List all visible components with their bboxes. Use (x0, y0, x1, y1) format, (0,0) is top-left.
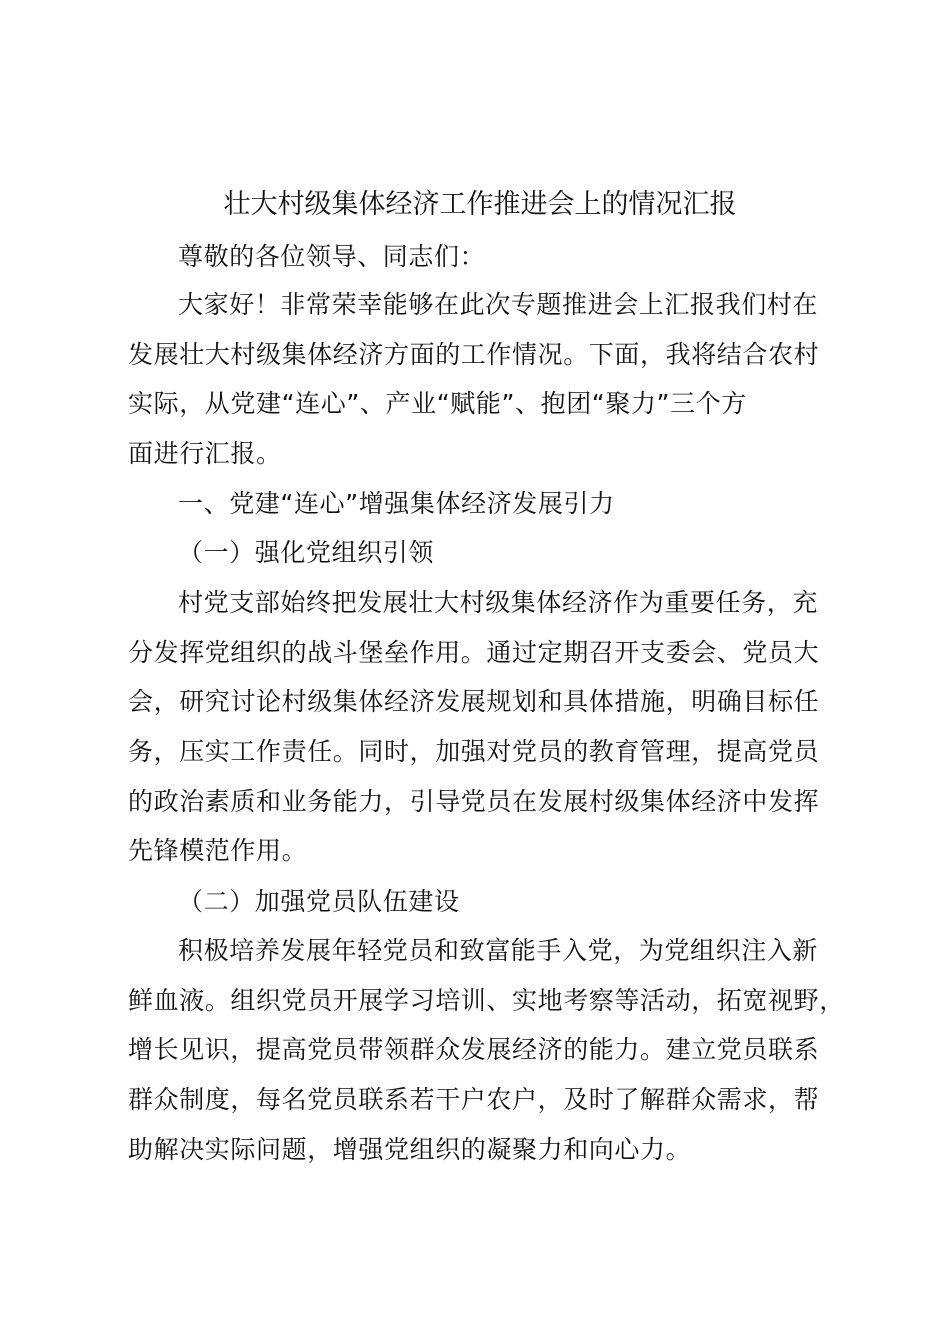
intro-line: 大家好！非常荣幸能够在此次专题推进会上汇报我们村在 (178, 290, 819, 319)
body-line: 鲜血液。组织党员开展学习培训、实地考察等活动，拓宽视野， (128, 985, 845, 1015)
intro-line: 实际，从党建“连心”、产业“赋能”、抱团“聚力”三个方 (128, 389, 747, 419)
subsection-paragraph (128, 926, 845, 1174)
body-line: 群众制度，每名党员联系若干户农户，及时了解群众需求，帮 (128, 1085, 820, 1115)
body-line: 的政治素质和业务能力，引导党员在发展村级集体经济中发挥 (128, 786, 820, 816)
body-line: 增长见识，提高党员带领群众发展经济的能力。建立党员联系 (128, 1035, 820, 1065)
section-heading (128, 479, 832, 529)
body-line: 积极培养发展年轻党员和致富能手入党，为党组织注入新 (178, 936, 819, 965)
intro-line: 发展壮大村级集体经济方面的工作情况。下面，我将结合农村 (128, 339, 820, 369)
body-line: 分发挥党组织的战斗堡垒作用。通过定期召开支委会、党员大 (128, 637, 820, 667)
body-line: 会，研究讨论村级集体经济发展规划和具体措施，明确目标任 (128, 687, 820, 717)
document-title: 壮大村级集体经济工作推进会上的情况汇报 (223, 189, 737, 220)
salutation (128, 232, 832, 282)
section-heading-line: 一、党建“连心”增强集体经济发展引力 (178, 489, 615, 518)
subsection-heading (128, 877, 832, 927)
salutation-line: 尊敬的各位领导、同志们： (178, 242, 486, 271)
subsection-heading-line: （二）加强党员队伍建设 (178, 887, 460, 916)
intro-line: 面进行汇报。 (128, 439, 282, 469)
subsection-paragraph (128, 578, 832, 876)
subsection-heading-line: （一）强化党组织引领 (178, 538, 435, 567)
body-line: 先锋模范作用。 (128, 836, 308, 866)
intro-paragraph (128, 280, 832, 479)
subsection-heading (128, 528, 832, 578)
body-line: 助解决实际问题，增强党组织的凝聚力和向心力。 (128, 1134, 692, 1164)
body-line: 务，压实工作责任。同时，加强对党员的教育管理，提高党员 (128, 737, 820, 767)
body-line: 村党支部始终把发展壮大村级集体经济作为重要任务，充 (178, 588, 819, 617)
